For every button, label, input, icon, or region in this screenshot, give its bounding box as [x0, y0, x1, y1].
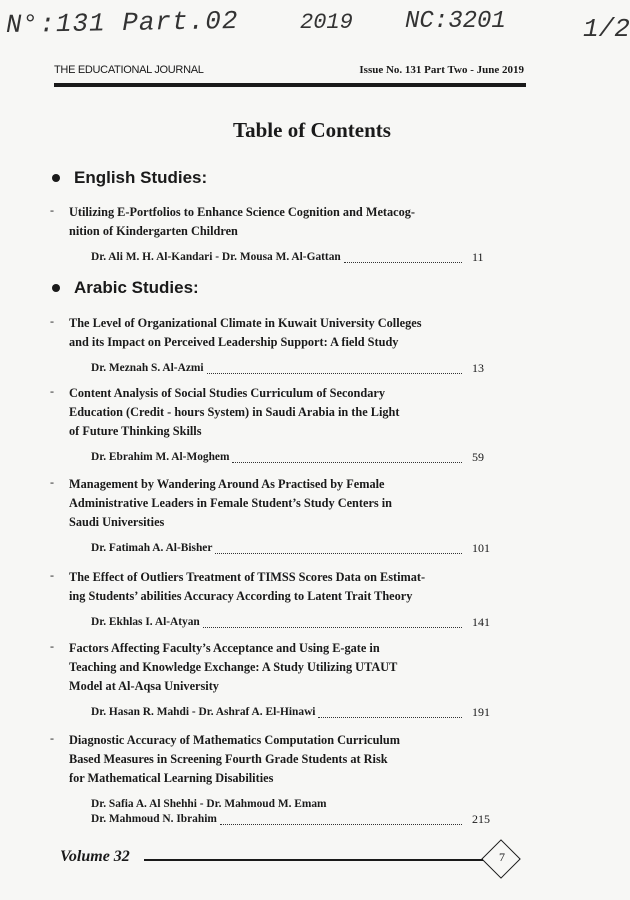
- volume-label: Volume 32: [60, 848, 130, 865]
- entry-authors: Dr. Hasan R. Mahdi - Dr. Ashraf A. El-Hinawi: [91, 706, 316, 718]
- entry-title: [69, 475, 501, 532]
- entry-title-line: for Mathematical Learning Disabilities: [69, 771, 274, 785]
- issue-info: Issue No. 131 Part Two - June 2019: [359, 64, 524, 76]
- entry-title: [69, 731, 501, 788]
- entry-title: [69, 314, 501, 352]
- handwritten-issue-note: N°:131 Part.02: [5, 5, 239, 41]
- header-rule: [54, 83, 526, 87]
- entry-title-line: and its Impact on Perceived Leadership Support: A field Study: [69, 335, 399, 349]
- leader-dots: [232, 462, 462, 463]
- page-number: 7: [499, 850, 505, 864]
- entry-page-number: 191: [472, 705, 490, 719]
- entry-title-line: Model at Al-Aqsa University: [69, 679, 219, 693]
- entry-authors: Dr. Meznah S. Al-Azmi: [91, 362, 204, 374]
- entry-authors: Dr. Ali M. H. Al-Kandari - Dr. Mousa M. Al-Gattan: [91, 251, 341, 263]
- entry-dash: -: [50, 639, 54, 653]
- entry-title-line: ing Students’ abilities Accuracy According to Latent Trait Theory: [69, 589, 413, 603]
- leader-dots: [203, 627, 462, 628]
- entry-page-number: 13: [472, 361, 484, 375]
- entry-title-line: Content Analysis of Social Studies Curriculum of Secondary: [69, 386, 385, 400]
- entry-dash: -: [50, 314, 54, 328]
- entry-title-line: of Future Thinking Skills: [69, 424, 202, 438]
- entry-title-line: Diagnostic Accuracy of Mathematics Computation Curriculum: [69, 733, 400, 747]
- leader-dots: [344, 262, 462, 263]
- entry-page-number: 141: [472, 615, 490, 629]
- page-title: Table of Contents: [233, 118, 391, 142]
- entry-title-line: Administrative Leaders in Female Student’s Study Centers in: [69, 496, 393, 510]
- entry-title-line: nition of Kindergarten Children: [69, 224, 238, 238]
- entry-authors: Dr. Fatimah A. Al-Bisher: [91, 542, 213, 554]
- entry-title-line: Management by Wandering Around As Practised by Female: [69, 477, 385, 491]
- entry-page-number: 59: [472, 450, 484, 464]
- entry-title: [69, 203, 501, 241]
- entry-title-line: Education (Credit - hours System) in Saudi Arabia in the Light: [69, 405, 400, 419]
- bullet-icon: [52, 284, 60, 292]
- section-heading: English Studies:: [74, 168, 208, 187]
- entry-dash: -: [50, 203, 54, 217]
- bullet-icon: [52, 174, 60, 182]
- entry-title-line: Teaching and Knowledge Exchange: A Study Utilizing UTAUT: [69, 660, 398, 674]
- section-english: [52, 168, 207, 188]
- leader-dots: [215, 553, 462, 554]
- handwritten-nc-note: NC:3201: [405, 8, 506, 35]
- leader-dots: [220, 824, 462, 825]
- entry-dash: -: [50, 384, 54, 398]
- entry-page-number: 11: [472, 250, 484, 264]
- section-arabic: [52, 278, 199, 298]
- leader-dots: [207, 373, 462, 374]
- entry-title: [69, 639, 501, 696]
- entry-title: [69, 384, 501, 441]
- entry-dash: -: [50, 568, 54, 582]
- entry-authors: Dr. Ebrahim M. Al-Moghem: [91, 451, 230, 463]
- entry-dash: -: [50, 475, 54, 489]
- entry-authors: Dr. Ekhlas I. Al-Atyan: [91, 616, 200, 628]
- entry-title-line: The Level of Organizational Climate in Kuwait University Colleges: [69, 316, 422, 330]
- section-heading: Arabic Studies:: [74, 278, 199, 297]
- leader-dots: [318, 717, 462, 718]
- entry-title-line: The Effect of Outliers Treatment of TIMSS Scores Data on Estimat-: [69, 570, 426, 584]
- entry-authors: Dr. Safia A. Al Shehhi - Dr. Mahmoud M. Emam: [91, 798, 327, 810]
- footer-rule: [144, 859, 483, 861]
- entry-title: [69, 568, 501, 606]
- entry-authors: Dr. Mahmoud N. Ibrahim: [91, 813, 217, 825]
- entry-title-line: Utilizing E-Portfolios to Enhance Science Cognition and Metacog-: [69, 205, 415, 219]
- handwritten-code-note: 2019: [300, 10, 353, 35]
- entry-title-line: Factors Affecting Faculty’s Acceptance and Using E-gate in: [69, 641, 380, 655]
- entry-dash: -: [50, 731, 54, 745]
- entry-title-line: Based Measures in Screening Fourth Grade Students at Risk: [69, 752, 388, 766]
- handwritten-fraction-note: 1/2: [583, 14, 630, 44]
- entry-title-line: Saudi Universities: [69, 515, 165, 529]
- page-header: [54, 64, 524, 76]
- entry-page-number: 215: [472, 812, 490, 826]
- entry-page-number: 101: [472, 541, 490, 555]
- journal-name: THE EDUCATIONAL JOURNAL: [54, 64, 204, 76]
